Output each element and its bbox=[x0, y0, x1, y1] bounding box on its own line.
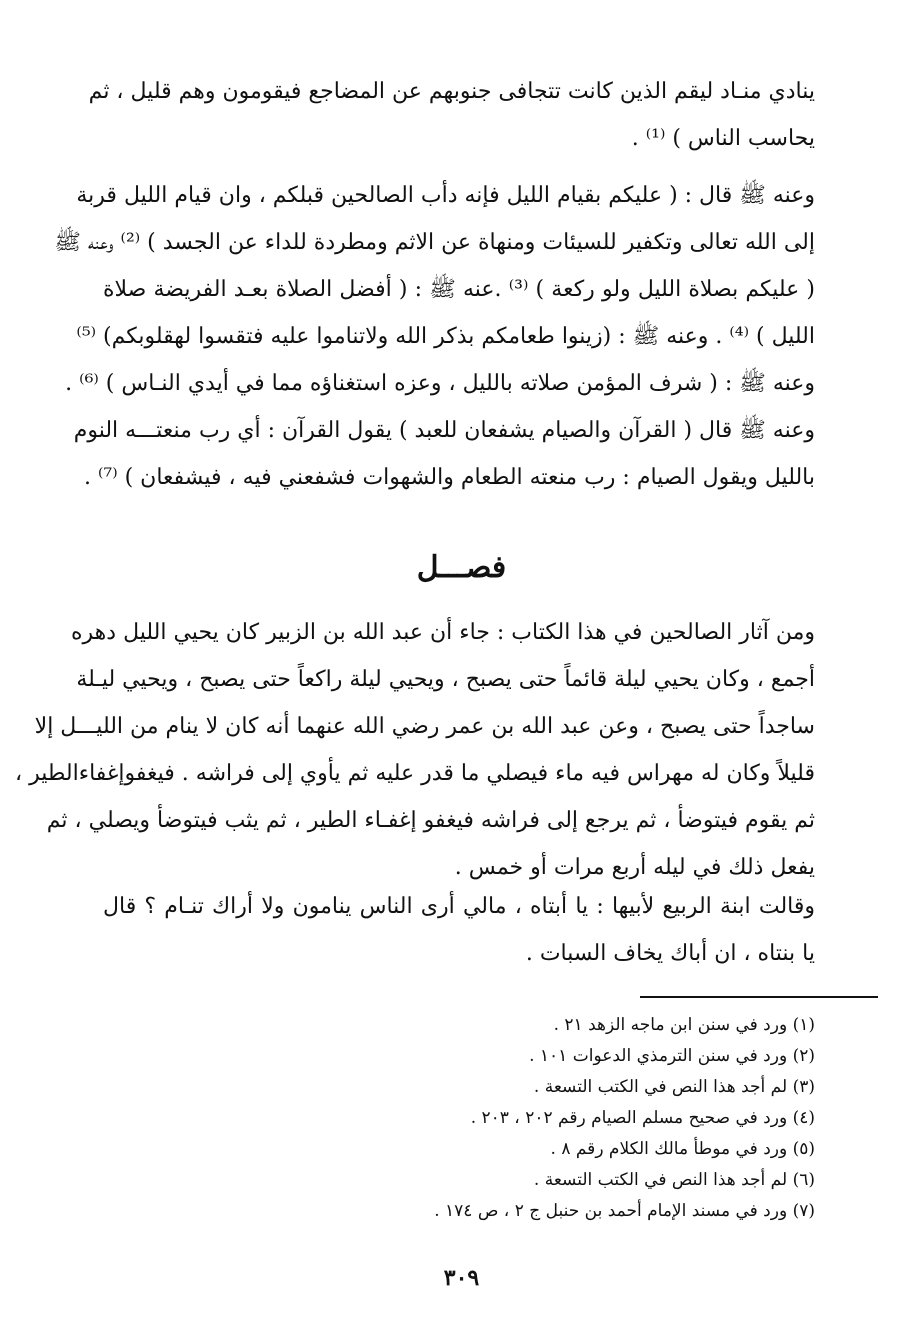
text-line: الليل ) ⁽⁴⁾ . وعنه ﷺ : (زينوا طعامكم بذكر الله ولاتناموا عليه فتقسوا لهقلوبكم) ⁽⁵⁾ bbox=[76, 324, 815, 349]
footnote-7: (٧) ورد في مسند الإمام أحمد بن حنبل ج ٢ ، ص ١٧٤ . bbox=[434, 1201, 815, 1221]
text-line: ( عليكم بصلاة الليل ولو ركعة ) ⁽³⁾ .عنه ﷺ : ( أفضل الصلاة بعـد الفريضة صلاة bbox=[103, 277, 816, 302]
text-line: وعنه ﷺ قال : ( عليكم بقيام الليل فإنه دأب الصالحين قبلكم ، وان قيام الليل قربة bbox=[76, 183, 815, 208]
text-line: ومن آثار الصالحين في هذا الكتاب : جاء أن عبد الله بن الزبير كان يحيي الليل دهره bbox=[71, 620, 815, 645]
text-line: ينادي منـاد ليقم الذين كانت تتجافى جنوبهم عن المضاجع فيقومون وهم قليل ، ثم bbox=[88, 79, 815, 104]
text-line: قليلاً وكان له مهراس فيه ماء فيصلي ما قدر عليه ثم يأوي إلى فراشه . فيغفوإغفاءالطير ، bbox=[15, 761, 815, 786]
paragraph-3 bbox=[15, 609, 815, 891]
footnote-2: (٢) ورد في سنن الترمذي الدعوات ١٠١ . bbox=[529, 1046, 815, 1066]
paragraph-1 bbox=[88, 68, 815, 162]
text-line: إلى الله تعالى وتكفير للسيئات ومنهاة عن الاثم ومطردة للداء عن الجسد ) ⁽²⁾ وعنه ﷺ bbox=[54, 230, 815, 255]
footnote-3: (٣) لم أجد هذا النص في الكتب التسعة . bbox=[533, 1077, 815, 1097]
text-line: ثم يقوم فيتوضأ ، ثم يرجع إلى فراشه فيغفو إغفـاء الطير ، ثم يثب فيتوضأ ويصلي ، ثم bbox=[46, 808, 815, 833]
text-line: يفعل ذلك في ليله أربع مرات أو خمس . bbox=[454, 855, 815, 880]
text-line: أجمع ، وكان يحيي ليلة قائماً حتى يصبح ، ويحيي ليلة راكعاً حتى يصبح ، ويحيي ليـلة bbox=[76, 667, 815, 692]
page-number: ٣٠٩ bbox=[443, 1265, 480, 1291]
text-line: ساجداً حتى يصبح ، وعن عبد الله بن عمر رضي الله عنهما أنه كان لا ينام من الليـــل إلا bbox=[34, 714, 815, 739]
footnotes bbox=[335, 1010, 815, 1227]
text-line: يا بنتاه ، ان أباك يخاف السبات . bbox=[525, 941, 815, 966]
footnote-5: (٥) ورد في موطأ مالك الكلام رقم ٨ . bbox=[550, 1139, 815, 1159]
footnote-6: (٦) لم أجد هذا النص في الكتب التسعة . bbox=[533, 1170, 815, 1190]
text-line: بالليل ويقول الصيام : رب منعته الطعام والشهوات فشفعني فيه ، فيشفعان ) ⁽⁷⁾ . bbox=[83, 465, 815, 490]
text-line: وعنه ﷺ : ( شرف المؤمن صلاته بالليل ، وعزه استغناؤه مما في أيدي النـاس ) ⁽⁶⁾ . bbox=[65, 371, 815, 396]
paragraph-2 bbox=[54, 172, 816, 501]
footnote-4: (٤) ورد في صحيح مسلم الصيام رقم ٢٠٢ ، ٢٠٣ . bbox=[470, 1108, 815, 1128]
text-line: وعنه ﷺ قال ( القرآن والصيام يشفعان للعبد ) يقول القرآن : أي رب منعتـــه النوم bbox=[73, 418, 815, 443]
footnote-separator bbox=[640, 996, 878, 998]
section-heading: فصـــل bbox=[416, 550, 507, 585]
text-line: وقالت ابنة الربيع لأبيها : يا أبتاه ، مالي أرى الناس ينامون ولا أراك تنـام ؟ قال bbox=[103, 894, 815, 919]
text-line: يحاسب الناس ) ⁽¹⁾ . bbox=[631, 126, 815, 151]
paragraph-4 bbox=[103, 883, 815, 977]
footnote-1: (١) ورد في سنن ابن ماجه الزهد ٢١ . bbox=[553, 1015, 815, 1035]
